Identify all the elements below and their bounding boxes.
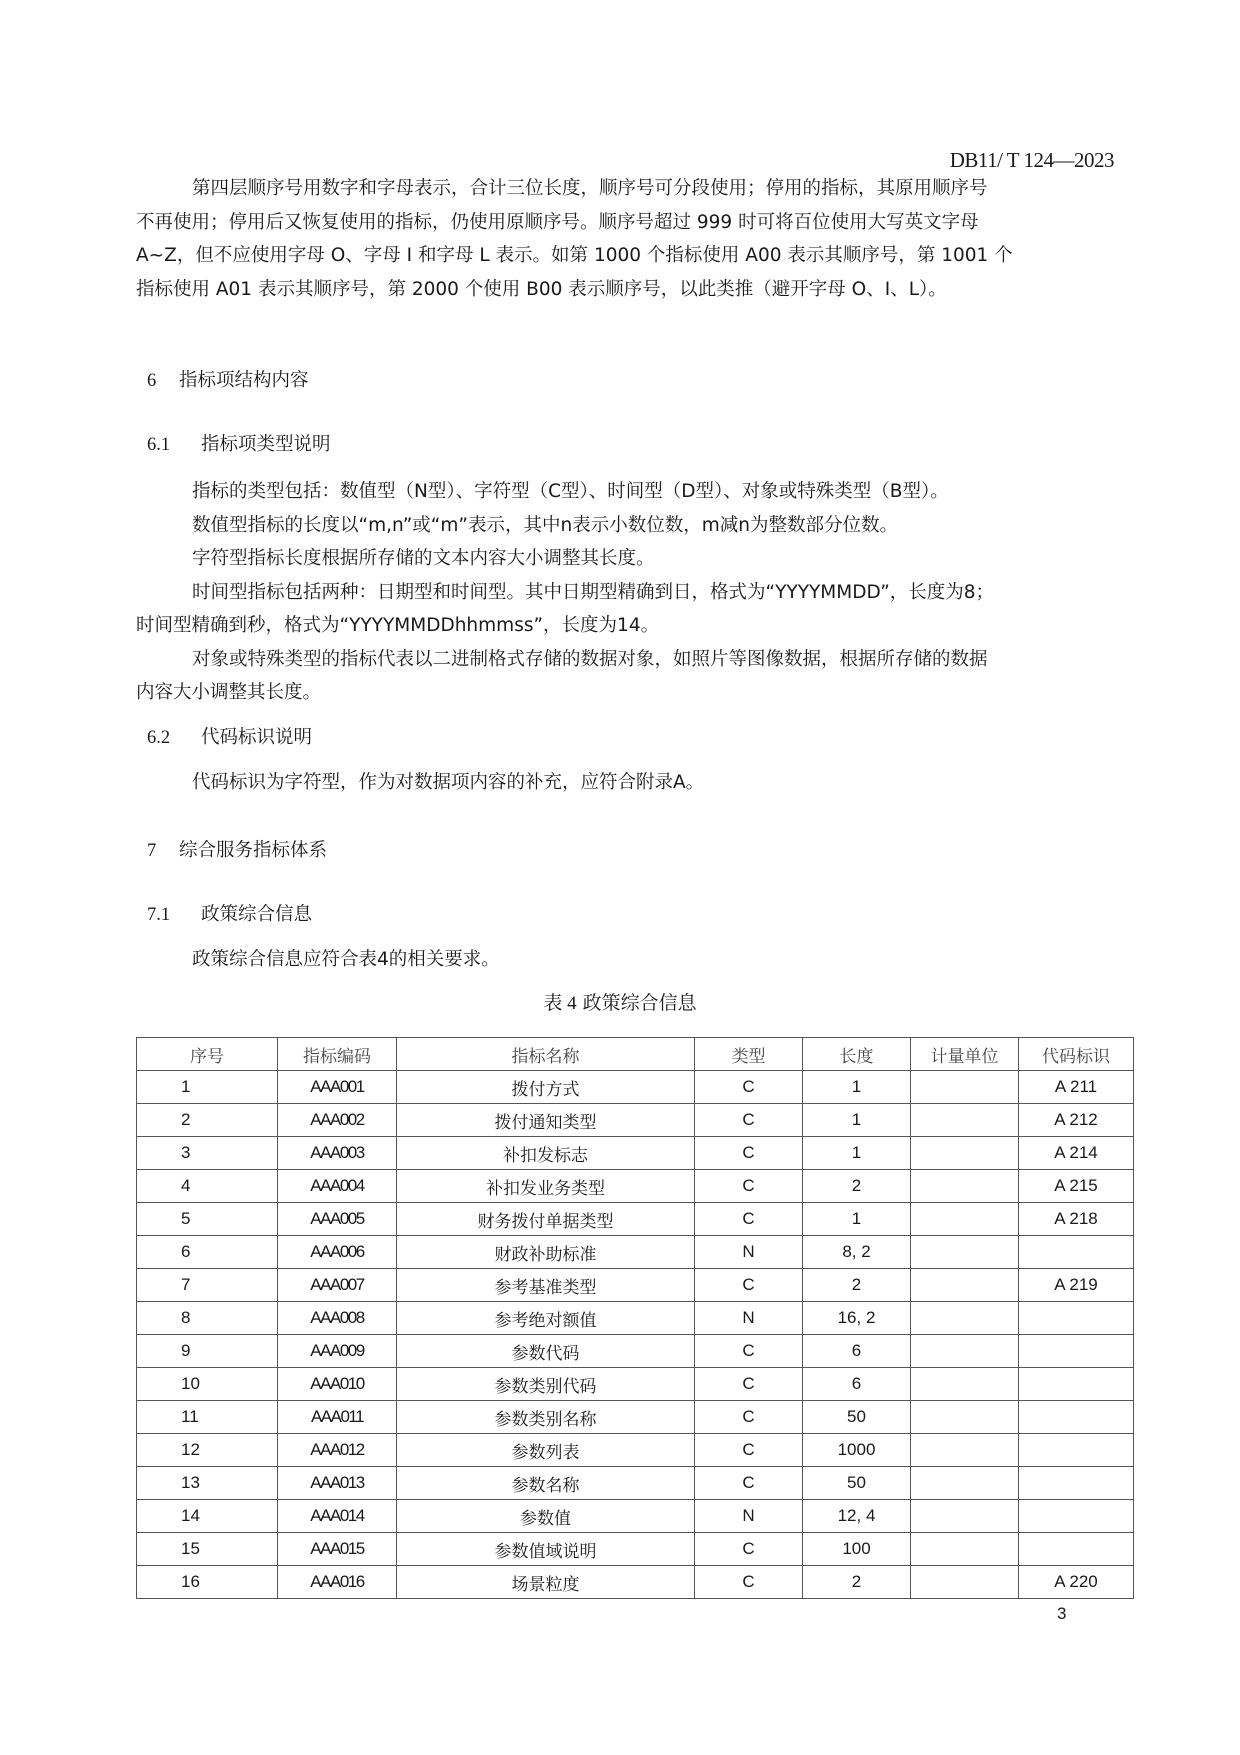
- cell-code-id: A 211: [1019, 1071, 1134, 1104]
- table-row: [137, 1467, 1134, 1500]
- cell-seq: 7: [137, 1269, 278, 1302]
- cell-type: C: [695, 1566, 803, 1599]
- cell-unit: [911, 1104, 1019, 1137]
- cell-seq: 6: [137, 1236, 278, 1269]
- cell-name: 场景粒度: [397, 1566, 695, 1599]
- cell-name: 参数类别代码: [397, 1368, 695, 1401]
- cell-seq: 15: [137, 1533, 278, 1566]
- cell-code-id: A 215: [1019, 1170, 1134, 1203]
- table-header-row: [137, 1038, 1134, 1071]
- cell-code-id: A 220: [1019, 1566, 1134, 1599]
- cell-seq: 5: [137, 1203, 278, 1236]
- cell-type: C: [695, 1170, 803, 1203]
- cell-name: 参考基准类型: [397, 1269, 695, 1302]
- cell-length: 6: [803, 1335, 911, 1368]
- table-caption-title: 政策综合信息: [582, 992, 697, 1014]
- intro-line-4: 指标使用 A01 表示其顺序号，第 2000 个使用 B00 表示顺序号，以此类推（避开字母 O、I、L）。: [136, 278, 947, 300]
- cell-type: C: [695, 1335, 803, 1368]
- section-6-1-body: [136, 475, 1132, 710]
- section-7-1-heading: [147, 900, 312, 926]
- object-type-line-2: 内容大小调整其长度。: [136, 682, 322, 703]
- cell-length: 12, 4: [803, 1500, 911, 1533]
- cell-name: 参数列表: [397, 1434, 695, 1467]
- cell-code: AAA001: [278, 1071, 397, 1104]
- table-row: [137, 1104, 1134, 1137]
- policy-info-table: [136, 1037, 1134, 1599]
- cell-seq: 16: [137, 1566, 278, 1599]
- cell-type: C: [695, 1434, 803, 1467]
- section-title: 指标项结构内容: [179, 370, 309, 391]
- section-7-heading: [147, 836, 327, 862]
- table-caption: [0, 988, 1240, 1015]
- cell-length: 1: [803, 1104, 911, 1137]
- cell-length: 100: [803, 1533, 911, 1566]
- table-row: [137, 1137, 1134, 1170]
- section-number: 6.2: [147, 728, 171, 748]
- section-title: 综合服务指标体系: [179, 840, 328, 861]
- intro-line-1: 第四层顺序号用数字和字母表示，合计三位长度，顺序号可分段使用；停用的指标，其原用顺序号: [192, 178, 988, 199]
- table-row: [137, 1434, 1134, 1467]
- cell-seq: 8: [137, 1302, 278, 1335]
- cell-name: 拨付通知类型: [397, 1104, 695, 1137]
- cell-length: 2: [803, 1269, 911, 1302]
- header-seq: 序号: [137, 1038, 278, 1071]
- intro-paragraph: [136, 172, 1132, 306]
- time-type-line-1: 时间型指标包括两种：日期型和时间型。其中日期型精确到日，格式为“YYYYMMDD”，长度为8；: [192, 581, 995, 603]
- cell-type: C: [695, 1203, 803, 1236]
- section-6-2-body: [136, 766, 1132, 800]
- cell-unit: [911, 1302, 1019, 1335]
- cell-unit: [911, 1203, 1019, 1236]
- cell-seq: 1: [137, 1071, 278, 1104]
- cell-code-id: [1019, 1302, 1134, 1335]
- section-title: 指标项类型说明: [201, 434, 331, 455]
- cell-unit: [911, 1236, 1019, 1269]
- header-type: 类型: [695, 1038, 803, 1071]
- cell-type: N: [695, 1236, 803, 1269]
- cell-code: AAA005: [278, 1203, 397, 1236]
- cell-unit: [911, 1335, 1019, 1368]
- cell-code: AAA009: [278, 1335, 397, 1368]
- cell-code: AAA002: [278, 1104, 397, 1137]
- cell-type: C: [695, 1401, 803, 1434]
- type-list-paragraph: 指标的类型包括：数值型（N型）、字符型（C型）、时间型（D型）、对象或特殊类型（B型）。: [192, 481, 949, 502]
- cell-name: 拨付方式: [397, 1071, 695, 1104]
- cell-code-id: A 214: [1019, 1137, 1134, 1170]
- section-6-2-heading: [147, 723, 312, 749]
- cell-name: 财务拨付单据类型: [397, 1203, 695, 1236]
- cell-name: 补扣发业务类型: [397, 1170, 695, 1203]
- cell-length: 1: [803, 1137, 911, 1170]
- cell-length: 6: [803, 1368, 911, 1401]
- page-number: 3: [1057, 1604, 1067, 1623]
- cell-type: C: [695, 1467, 803, 1500]
- table-row: [137, 1401, 1134, 1434]
- cell-seq: 9: [137, 1335, 278, 1368]
- cell-type: C: [695, 1104, 803, 1137]
- cell-code: AAA004: [278, 1170, 397, 1203]
- table-row: [137, 1071, 1134, 1104]
- cell-code: AAA003: [278, 1137, 397, 1170]
- section-6-1-heading: [147, 430, 331, 456]
- section-6-heading: [147, 366, 309, 392]
- cell-code-id: [1019, 1434, 1134, 1467]
- cell-code-id: [1019, 1500, 1134, 1533]
- cell-name: 参数名称: [397, 1467, 695, 1500]
- intro-line-2: 不再使用；停用后又恢复使用的指标，仍使用原顺序号。顺序号超过 999 时可将百位使用大写英文字母: [136, 211, 979, 233]
- cell-type: C: [695, 1368, 803, 1401]
- cell-code: AAA008: [278, 1302, 397, 1335]
- time-type-line-2: 时间型精确到秒，格式为“YYYYMMDDhhmmss”，长度为14。: [136, 615, 660, 636]
- cell-name: 参考绝对额值: [397, 1302, 695, 1335]
- header-name: 指标名称: [397, 1038, 695, 1071]
- header-unit: 计量单位: [911, 1038, 1019, 1071]
- cell-code-id: [1019, 1335, 1134, 1368]
- section-number: 7: [147, 841, 157, 861]
- table-row: [137, 1170, 1134, 1203]
- cell-length: 2: [803, 1566, 911, 1599]
- cell-unit: [911, 1071, 1019, 1104]
- header-code: 指标编码: [278, 1038, 397, 1071]
- table-row: [137, 1335, 1134, 1368]
- cell-code: AAA014: [278, 1500, 397, 1533]
- cell-name: 参数代码: [397, 1335, 695, 1368]
- cell-unit: [911, 1368, 1019, 1401]
- cell-length: 1000: [803, 1434, 911, 1467]
- cell-type: C: [695, 1269, 803, 1302]
- table-caption-number: 表 4: [543, 993, 577, 1014]
- cell-code-id: [1019, 1236, 1134, 1269]
- cell-unit: [911, 1500, 1019, 1533]
- section-7-1-body: [136, 943, 1132, 977]
- cell-length: 50: [803, 1467, 911, 1500]
- table-row: [137, 1533, 1134, 1566]
- cell-type: C: [695, 1533, 803, 1566]
- cell-code: AAA016: [278, 1566, 397, 1599]
- cell-unit: [911, 1566, 1019, 1599]
- table-row: [137, 1302, 1134, 1335]
- cell-type: N: [695, 1500, 803, 1533]
- cell-length: 16, 2: [803, 1302, 911, 1335]
- table-row: [137, 1236, 1134, 1269]
- table-row: [137, 1269, 1134, 1302]
- cell-type: C: [695, 1137, 803, 1170]
- cell-name: 参数值: [397, 1500, 695, 1533]
- cell-seq: 11: [137, 1401, 278, 1434]
- cell-length: 1: [803, 1071, 911, 1104]
- cell-type: C: [695, 1071, 803, 1104]
- cell-unit: [911, 1137, 1019, 1170]
- cell-seq: 4: [137, 1170, 278, 1203]
- cell-length: 8, 2: [803, 1236, 911, 1269]
- cell-code-id: A 218: [1019, 1203, 1134, 1236]
- cell-name: 财政补助标准: [397, 1236, 695, 1269]
- section-number: 7.1: [147, 905, 171, 925]
- table-reference-paragraph: 政策综合信息应符合表4的相关要求。: [192, 949, 500, 970]
- header-code-id: 代码标识: [1019, 1038, 1134, 1071]
- cell-code-id: A 212: [1019, 1104, 1134, 1137]
- cell-code: AAA012: [278, 1434, 397, 1467]
- cell-unit: [911, 1533, 1019, 1566]
- cell-code-id: [1019, 1401, 1134, 1434]
- cell-code-id: [1019, 1467, 1134, 1500]
- char-length-paragraph: 字符型指标长度根据所存储的文本内容大小调整其长度。: [192, 548, 655, 569]
- cell-name: 参数类别名称: [397, 1401, 695, 1434]
- section-title: 政策综合信息: [201, 904, 313, 925]
- cell-code: AAA011: [278, 1401, 397, 1434]
- cell-length: 2: [803, 1170, 911, 1203]
- cell-seq: 2: [137, 1104, 278, 1137]
- cell-seq: 3: [137, 1137, 278, 1170]
- cell-code: AAA015: [278, 1533, 397, 1566]
- cell-seq: 12: [137, 1434, 278, 1467]
- cell-code-id: [1019, 1533, 1134, 1566]
- cell-seq: 14: [137, 1500, 278, 1533]
- object-type-line-1: 对象或特殊类型的指标代表以二进制格式存储的数据对象，如照片等图像数据，根据所存储的数据: [192, 648, 988, 670]
- section-number: 6.1: [147, 435, 171, 455]
- cell-unit: [911, 1401, 1019, 1434]
- cell-unit: [911, 1269, 1019, 1302]
- cell-code: AAA013: [278, 1467, 397, 1500]
- cell-unit: [911, 1467, 1019, 1500]
- cell-seq: 10: [137, 1368, 278, 1401]
- cell-code: AAA007: [278, 1269, 397, 1302]
- cell-code: AAA006: [278, 1236, 397, 1269]
- cell-unit: [911, 1170, 1019, 1203]
- header-length: 长度: [803, 1038, 911, 1071]
- table-row: [137, 1203, 1134, 1236]
- cell-type: N: [695, 1302, 803, 1335]
- cell-length: 50: [803, 1401, 911, 1434]
- cell-code: AAA010: [278, 1368, 397, 1401]
- table-row: [137, 1368, 1134, 1401]
- document-code: DB11/ T 124—2023: [949, 148, 1114, 172]
- cell-code-id: [1019, 1368, 1134, 1401]
- cell-name: 补扣发标志: [397, 1137, 695, 1170]
- table-row: [137, 1566, 1134, 1599]
- cell-unit: [911, 1434, 1019, 1467]
- cell-name: 参数值域说明: [397, 1533, 695, 1566]
- cell-length: 1: [803, 1203, 911, 1236]
- section-number: 6: [147, 371, 157, 391]
- code-id-paragraph: 代码标识为字符型，作为对数据项内容的补充，应符合附录A。: [192, 772, 705, 793]
- numeric-length-paragraph: 数值型指标的长度以“m,n”或“m”表示，其中n表示小数位数，m减n为整数部分位数。: [192, 514, 898, 536]
- intro-line-3: A~Z，但不应使用字母 O、字母 I 和字母 L 表示。如第 1000 个指标使用 A00 表示其顺序号，第 1001 个: [136, 245, 1013, 266]
- cell-seq: 13: [137, 1467, 278, 1500]
- table-row: [137, 1500, 1134, 1533]
- section-title: 代码标识说明: [201, 727, 313, 748]
- cell-code-id: A 219: [1019, 1269, 1134, 1302]
